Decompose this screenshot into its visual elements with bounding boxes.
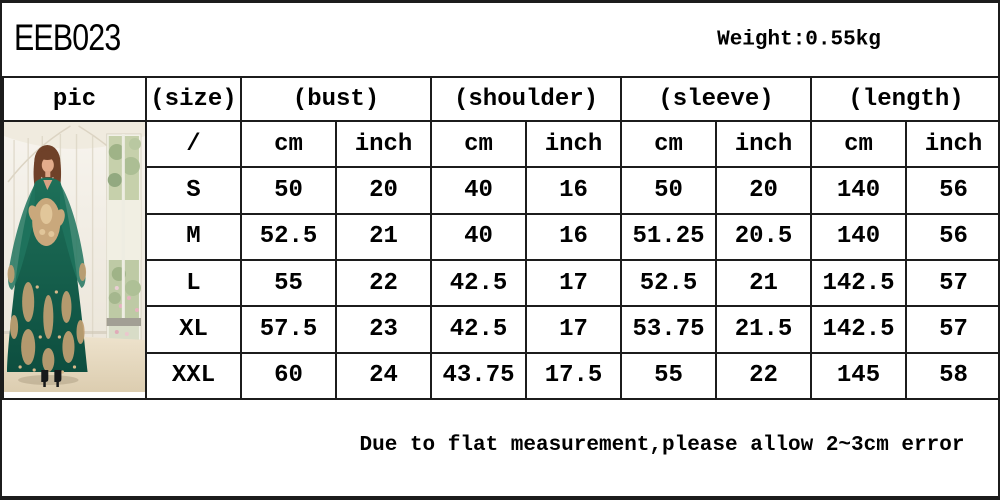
- size-row: [3, 260, 1000, 306]
- unit-size-cell: /: [146, 121, 241, 167]
- unit-row: [3, 121, 1000, 167]
- measurement-cell: 22: [716, 353, 811, 399]
- measurement-cell: 40: [431, 214, 526, 260]
- measurement-cell: 60: [241, 353, 336, 399]
- measurement-cell: 57: [906, 260, 1000, 306]
- measurement-cell: 42.5: [431, 306, 526, 352]
- product-photo-cell: [3, 121, 146, 399]
- measurement-cell: 145: [811, 353, 906, 399]
- unit-cell: inch: [716, 121, 811, 167]
- measurement-cell: 52.5: [621, 260, 716, 306]
- size-label: M: [146, 214, 241, 260]
- measurement-cell: 16: [526, 167, 621, 213]
- size-row: [3, 214, 1000, 260]
- measurement-cell: 16: [526, 214, 621, 260]
- measurement-cell: 20.5: [716, 214, 811, 260]
- header-row: [3, 77, 1000, 121]
- size-label: XL: [146, 306, 241, 352]
- measurement-cell: 17: [526, 260, 621, 306]
- measurement-cell: 50: [621, 167, 716, 213]
- measurement-cell: 40: [431, 167, 526, 213]
- measurement-cell: 24: [336, 353, 431, 399]
- measurement-cell: 56: [906, 214, 1000, 260]
- size-label: XXL: [146, 353, 241, 399]
- measurement-cell: 140: [811, 167, 906, 213]
- unit-cell: cm: [811, 121, 906, 167]
- size-label: S: [146, 167, 241, 213]
- measurement-cell: 140: [811, 214, 906, 260]
- unit-cell: cm: [621, 121, 716, 167]
- bottom-band: [2, 400, 998, 496]
- measurement-cell: 42.5: [431, 260, 526, 306]
- product-photo: [4, 122, 145, 398]
- measurement-cell: 17.5: [526, 353, 621, 399]
- table-body: [3, 121, 1000, 399]
- col-header-size: (size): [146, 77, 241, 121]
- unit-cell: inch: [906, 121, 1000, 167]
- unit-cell: cm: [431, 121, 526, 167]
- measurement-cell: 51.25: [621, 214, 716, 260]
- measurement-note: Due to flat measurement,please allow 2~3cm error: [359, 434, 965, 457]
- measurement-cell: 21: [716, 260, 811, 306]
- measurement-cell: 53.75: [621, 306, 716, 352]
- top-band: [2, 3, 998, 76]
- size-row: [3, 167, 1000, 213]
- col-header-sleeve: (sleeve): [621, 77, 811, 121]
- measurement-cell: 57.5: [241, 306, 336, 352]
- unit-cell: cm: [241, 121, 336, 167]
- measurement-cell: 22: [336, 260, 431, 306]
- measurement-cell: 21.5: [716, 306, 811, 352]
- measurement-cell: 58: [906, 353, 1000, 399]
- measurement-cell: 21: [336, 214, 431, 260]
- weight-text: Weight:0.55kg: [717, 28, 881, 51]
- size-table: [2, 76, 1000, 400]
- measurement-cell: 142.5: [811, 260, 906, 306]
- col-header-length: (length): [811, 77, 1000, 121]
- unit-cell: inch: [336, 121, 431, 167]
- measurement-cell: 20: [336, 167, 431, 213]
- col-header-shoulder: (shoulder): [431, 77, 621, 121]
- measurement-cell: 23: [336, 306, 431, 352]
- measurement-cell: 20: [716, 167, 811, 213]
- measurement-cell: 50: [241, 167, 336, 213]
- product-code: EEB023: [14, 17, 121, 58]
- col-header-pic: pic: [3, 77, 146, 121]
- size-row: [3, 306, 1000, 352]
- measurement-cell: 57: [906, 306, 1000, 352]
- unit-cell: inch: [526, 121, 621, 167]
- measurement-cell: 52.5: [241, 214, 336, 260]
- measurement-cell: 17: [526, 306, 621, 352]
- measurement-cell: 142.5: [811, 306, 906, 352]
- measurement-cell: 55: [621, 353, 716, 399]
- measurement-cell: 43.75: [431, 353, 526, 399]
- measurement-cell: 56: [906, 167, 1000, 213]
- measurement-cell: 55: [241, 260, 336, 306]
- size-row: [3, 353, 1000, 399]
- col-header-bust: (bust): [241, 77, 431, 121]
- size-label: L: [146, 260, 241, 306]
